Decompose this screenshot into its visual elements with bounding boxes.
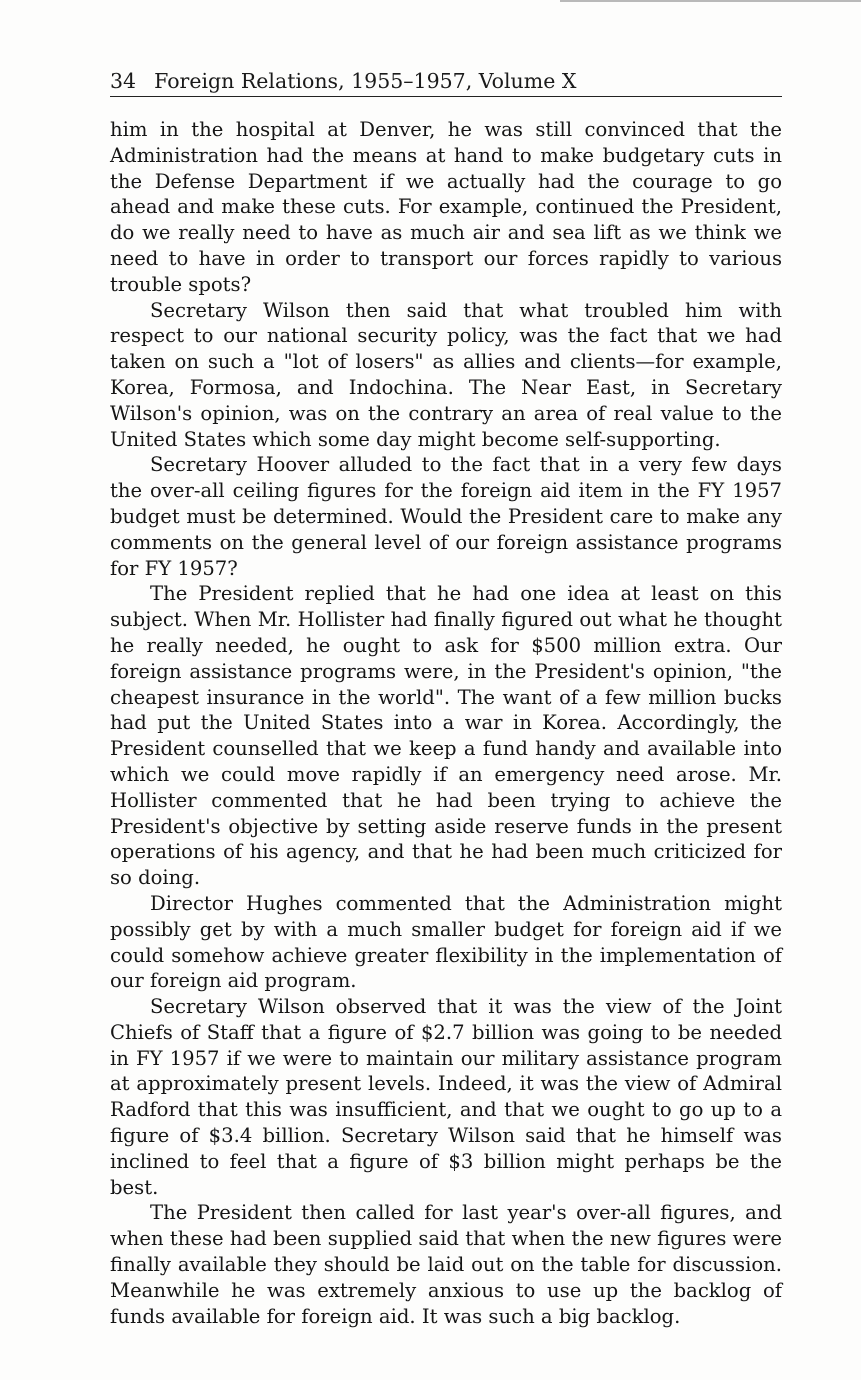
page-number: 34 — [110, 69, 137, 93]
paragraph: Secretary Wilson observed that it was the view of the Joint Chiefs of Staff that a figure of $2.7 billion was going to be needed in FY 1957 if we were to maintain our military assistance program at approximately present levels. Indeed, it was the view of Admiral Radford that this was insufficient, and that we ought to go up to a figure of $3.4 billion. Secretary Wilson said that he himself was inclined to feel that a figure of $3 billion might perhaps be the best. — [110, 995, 782, 1199]
volume-title: Foreign Relations, 1955–1957, Volume X — [154, 69, 577, 93]
scan-edge-rule — [560, 0, 861, 2]
paragraph: Secretary Hoover alluded to the fact that in a very few days the over-all ceiling figures for the foreign aid item in the FY 1957 budget must be determined. Would the President care to make any comments on the general level of our foreign assistance programs for FY 1957? — [110, 453, 782, 580]
paragraph: The President replied that he had one idea at least on this subject. When Mr. Hollister had finally figured out what he thought he really needed, he ought to ask for $500 million extra. Our foreign assistance programs were, in the President's opinion, "the cheapest insurance in the world". The want of a few million bucks had put the United States into a war in Korea. Accordingly, the President counselled that we keep a fund handy and available into which we could move rapidly if an emergency need arose. Mr. Hollister commented that he had been trying to achieve the President's objective by setting aside reserve funds in the present operations of his agency, and that he had been much criticized for so doing. — [110, 582, 782, 890]
paragraph: Secretary Wilson then said that what troubled him with respect to our national security policy, was the fact that we had taken on such a "lot of losers" as allies and clients—for example, Korea, Formosa, and Indochina. The Near East, in Secretary Wilson's opinion, was on the contrary an area of real value to the United States which some day might become self-supporting. — [110, 298, 782, 451]
paragraph: Director Hughes commented that the Administration might possibly get by with a much smaller budget for foreign aid if we could somehow achieve greater flexibility in the implementation of our foreign aid program. — [110, 891, 782, 993]
paragraph-continued: him in the hospital at Denver, he was still convinced that the Administration had the means at hand to make budgetary cuts in the Defense Department if we actually had the courage to go ahead and make these cuts. For example, continued the President, do we really need to have as much air and sea lift as we think we need to have in order to transport our forces rapidly to various trouble spots? — [110, 118, 782, 296]
running-head — [110, 66, 782, 97]
paragraph: The President then called for last year's over-all figures, and when these had been supplied said that when the new figures were finally available they should be laid out on the table for discussion. Meanwhile he was extremely anxious to use up the backlog of funds available for foreign aid. It was such a big backlog. — [110, 1201, 782, 1328]
body-text — [110, 117, 782, 1329]
